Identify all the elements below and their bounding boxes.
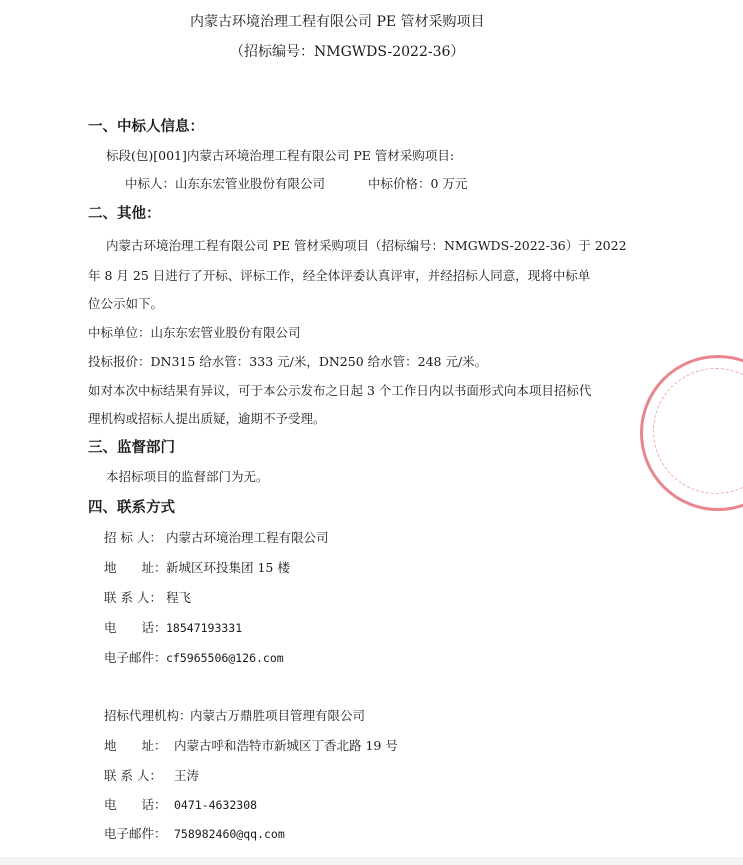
section-heading-contact: 四、联系方式: [88, 500, 175, 516]
tender-number: （招标编号：NMGWDS-2022-36）: [230, 44, 465, 60]
tenderer-contact: 程飞: [166, 590, 192, 605]
agency-address-label: 地 址：: [104, 738, 167, 753]
tenderer-email-label: 电子邮件：: [104, 650, 167, 665]
winning-price: 中标价格：0 万元: [368, 176, 468, 191]
tenderer-contact-label: 联 系 人：: [104, 590, 162, 605]
official-seal-stamp: [640, 355, 743, 511]
agency-contact-label: 联 系 人：: [104, 768, 162, 783]
agency-phone-label: 电 话：: [104, 797, 167, 812]
tenderer-label: 招 标 人：: [104, 530, 162, 545]
tenderer-phone-label: 电 话：: [104, 620, 167, 635]
tenderer-name: 内蒙古环境治理工程有限公司: [166, 530, 329, 545]
winning-unit: 中标单位：山东东宏管业股份有限公司: [88, 325, 301, 340]
seal-inner-ring: [653, 368, 743, 494]
tenderer-phone: 18547193331: [166, 621, 243, 635]
page-bottom-edge: [0, 857, 743, 865]
tenderer-address: 新城区环投集团 15 楼: [166, 560, 290, 575]
section-heading-supervision: 三、监督部门: [88, 440, 175, 456]
objection-notice-line-1: 如对本次中标结果有异议，可于本公示发布之日起 3 个工作日内以书面形式向本项目招标代: [88, 383, 592, 398]
tenderer-address-label: 地 址：: [104, 560, 167, 575]
agency-label: 招标代理机构：: [104, 708, 192, 723]
section-heading-other: 二、其他：: [88, 206, 161, 222]
agency-name: 内蒙古万鼎胜项目管理有限公司: [190, 708, 366, 723]
agency-contact: 王涛: [174, 768, 200, 783]
bid-quote: 投标报价：DN315 给水管：333 元/米，DN250 给水管：248 元/米。: [88, 354, 488, 369]
lot-description: 标段(包)[001]内蒙古环境治理工程有限公司 PE 管材采购项目:: [106, 148, 455, 163]
announcement-paragraph-line-2: 年 8 月 25 日进行了开标、评标工作，经全体评委认真评审，并经招标人同意，现将中标单: [88, 268, 591, 283]
tenderer-email[interactable]: cf5965506@126.com: [166, 651, 284, 665]
agency-phone: 0471-4632308: [174, 798, 258, 812]
agency-email[interactable]: 758982460@qq.com: [174, 827, 285, 841]
agency-address: 内蒙古呼和浩特市新城区丁香北路 19 号: [174, 738, 398, 753]
section-heading-winner-info: 一、中标人信息：: [88, 119, 204, 135]
objection-notice-line-2: 理机构或招标人提出质疑，逾期不予受理。: [88, 411, 326, 426]
agency-email-label: 电子邮件：: [104, 826, 167, 841]
announcement-paragraph-line-1: 内蒙古环境治理工程有限公司 PE 管材采购项目（招标编号：NMGWDS-2022-36）于 2022: [106, 238, 627, 253]
supervision-text: 本招标项目的监督部门为无。: [106, 469, 269, 484]
document-title: 内蒙古环境治理工程有限公司 PE 管材采购项目: [190, 14, 485, 30]
announcement-paragraph-line-3: 位公示如下。: [88, 296, 164, 311]
winner-name: 中标人：山东东宏管业股份有限公司: [125, 176, 326, 191]
